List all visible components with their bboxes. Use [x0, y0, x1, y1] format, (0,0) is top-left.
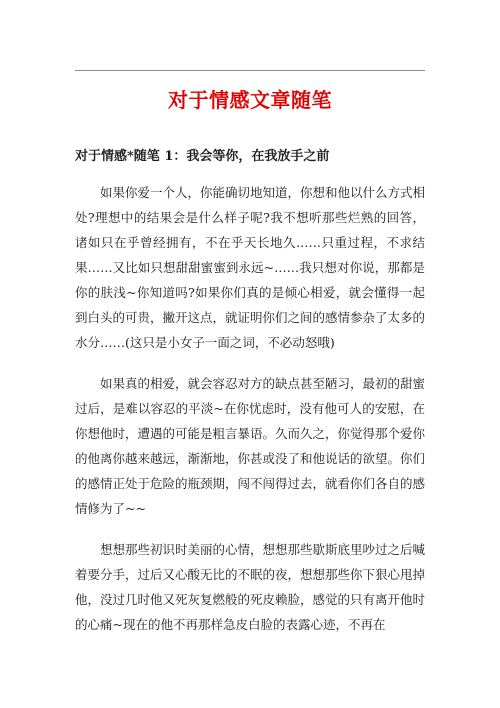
section-heading: 对于情感*随笔 1：我会等你，在我放手之前 — [75, 149, 330, 164]
paragraph-2: 如果真的相爱，就会容忍对方的缺点甚至陋习，最初的甜蜜过后，是难以容忍的平淡~在你忧虑时，没有他可人的安慰，在你想他时，遭遇的可能是粗言暴语。久而久之，你觉得那个爱你的他离你越来越远，渐渐地，你甚或没了和他说话的欲望。你们的感情正处于危险的瓶颈期，闯不闯得过去，就看你们各自的感情修为了~~ — [75, 376, 426, 516]
paragraph-1: 如果你爱一个人，你能确切地知道，你想和他以什么方式相处?理想中的结果会是什么样子呢?我不想听那些烂熟的回答，诸如只在乎曾经拥有，不在乎天长地久……只重过程，不求结果……又比如只想甜甜蜜蜜到永远~……我只想对你说，那都是你的肤浅~你知道吗?如果你们真的是倾心相爱，就会懂得一起到白头的可贵，撇开这点，就证明你们之间的感情参杂了太多的水分……(这只是小女子一面之词，不必动怒哦) — [75, 185, 426, 350]
document-title: 对于情感文章随笔 — [168, 88, 332, 112]
header-rule — [75, 70, 425, 71]
document-body — [75, 180, 425, 653]
paragraph-3: 想想那些初识时美丽的心情，想想那些歇斯底里吵过之后喊着要分手，过后又心酸无比的不眠的夜，想想那些你下狠心甩掉他，没过几时他又死灰复燃般的死皮赖脸，感觉的只有离开他时的心痛~现在的他不再那样急皮白脸的表露心迹，不再在 — [75, 542, 426, 632]
